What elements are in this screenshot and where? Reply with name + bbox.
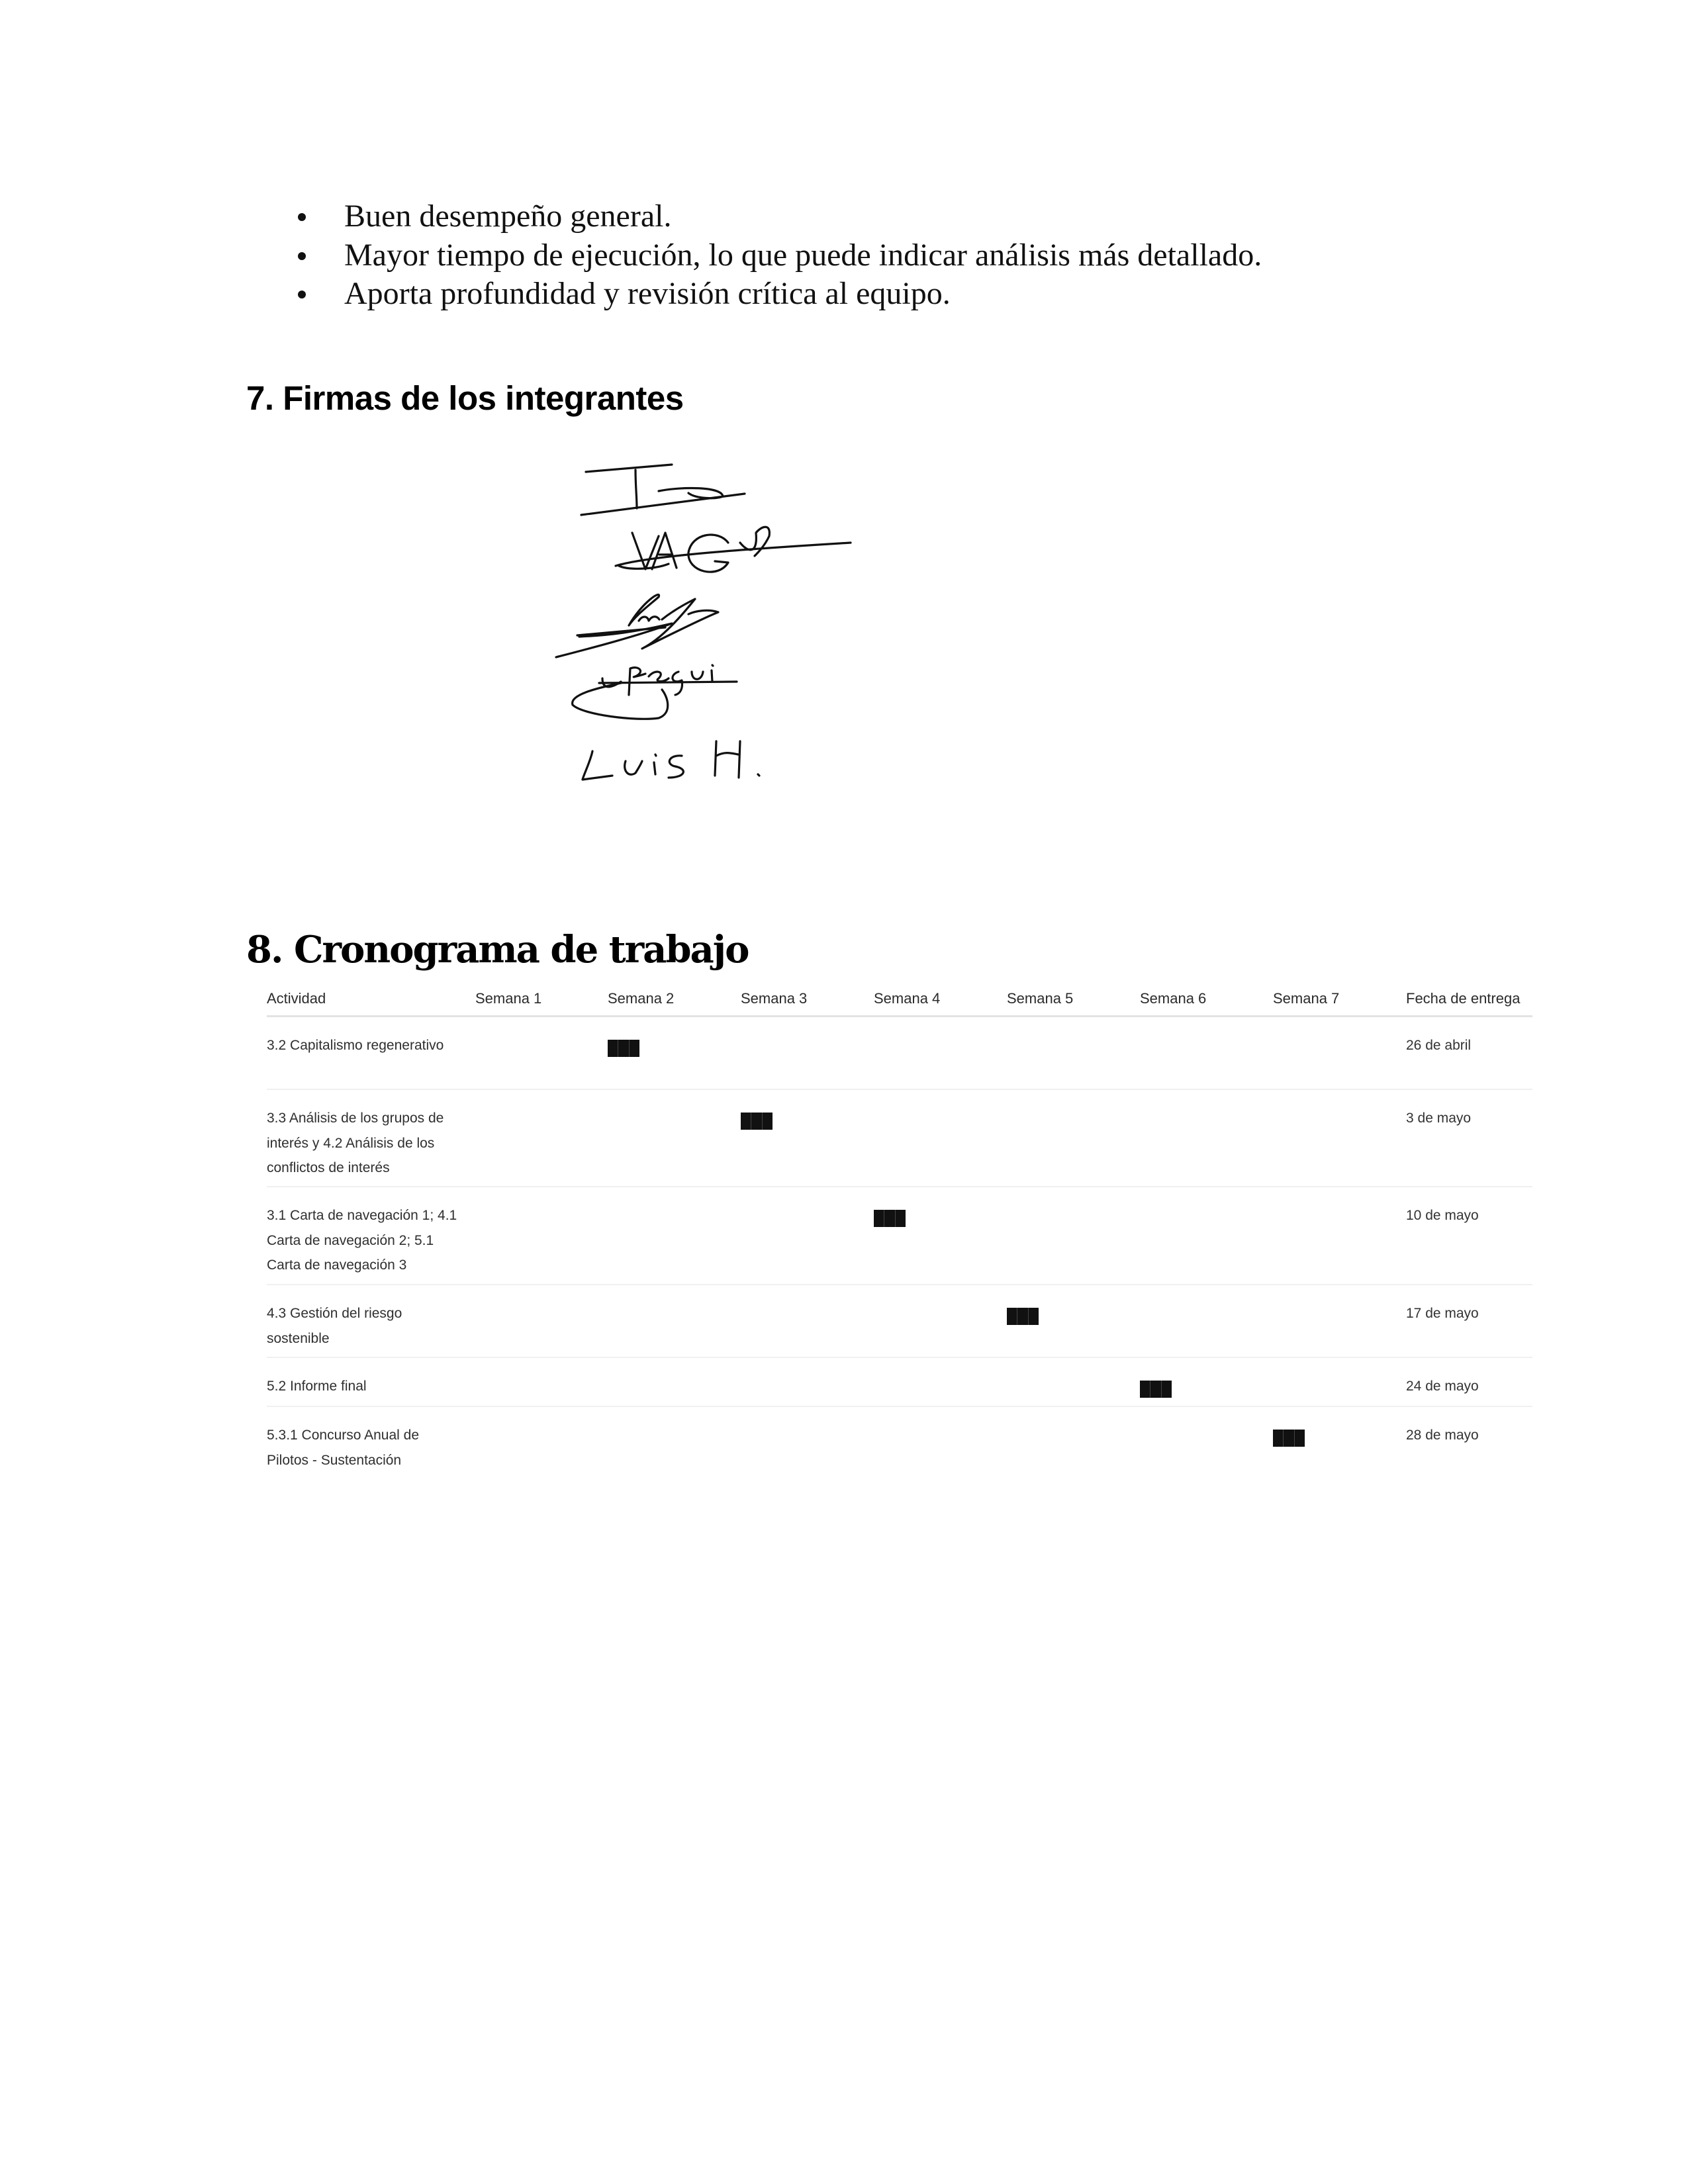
bullet-item: [291, 275, 1262, 314]
table-row: [267, 1358, 1532, 1407]
bullet-text: Aporta profundidad y revisión crítica al equipo.: [344, 276, 951, 311]
due-date-cell: 24 de mayo: [1406, 1379, 1479, 1394]
bullet-item: [291, 236, 1262, 275]
header-week-7: Semana 7: [1273, 990, 1340, 1007]
week-marker: [874, 1210, 906, 1227]
evaluation-bullet-list: [291, 197, 1262, 314]
header-week-3: Semana 3: [741, 990, 808, 1007]
activity-cell: 5.3.1 Concurso Anual de Pilotos - Sustentación: [267, 1428, 419, 1468]
signature-5: [583, 741, 759, 780]
header-activity: Actividad: [267, 990, 326, 1007]
header-week-5: Semana 5: [1007, 990, 1074, 1007]
week-marker: [741, 1113, 773, 1130]
bullet-dot-icon: [298, 291, 306, 298]
header-due-date: Fecha de entrega: [1406, 990, 1521, 1007]
table-row: [267, 1017, 1532, 1090]
activity-cell: 3.1 Carta de navegación 1; 4.1 Carta de navegación 2; 5.1 Carta de navegación 3: [267, 1208, 457, 1273]
bullet-item: [291, 197, 1262, 236]
section-heading-signatures: 7. Firmas de los integrantes: [246, 379, 684, 417]
section-heading-schedule: 8. Cronograma de trabajo: [246, 928, 749, 972]
table-header-row: [267, 986, 1532, 1017]
signature-1: [581, 465, 745, 515]
signature-2: [616, 527, 851, 572]
bullet-dot-icon: [298, 213, 306, 221]
signatures-block: [530, 450, 861, 847]
week-marker: [1007, 1308, 1039, 1325]
due-date-cell: 26 de abril: [1406, 1038, 1472, 1053]
week-marker: [1140, 1381, 1172, 1398]
header-week-4: Semana 4: [874, 990, 941, 1007]
table-row: [267, 1187, 1532, 1285]
activity-cell: 3.3 Análisis de los grupos de interés y 4.2 Análisis de los conflictos de interés: [267, 1111, 444, 1175]
due-date-cell: 28 de mayo: [1406, 1428, 1479, 1443]
activity-cell: 4.3 Gestión del riesgo sostenible: [267, 1306, 402, 1346]
header-week-2: Semana 2: [608, 990, 675, 1007]
signature-4: [573, 665, 737, 719]
bullet-text: Buen desempeño general.: [344, 199, 672, 234]
header-week-1: Semana 1: [475, 990, 542, 1007]
bullet-dot-icon: [298, 252, 306, 260]
table-row: [267, 1407, 1532, 1479]
due-date-cell: 10 de mayo: [1406, 1208, 1479, 1223]
table-row: [267, 1090, 1532, 1187]
activity-cell: 3.2 Capitalismo regenerativo: [267, 1038, 444, 1053]
activity-cell: 5.2 Informe final: [267, 1379, 367, 1394]
table-row: [267, 1285, 1532, 1358]
due-date-cell: 17 de mayo: [1406, 1306, 1479, 1321]
schedule-table: [267, 986, 1532, 1479]
week-marker: [1273, 1430, 1305, 1447]
header-week-6: Semana 6: [1140, 990, 1207, 1007]
bullet-text: Mayor tiempo de ejecución, lo que puede indicar análisis más detallado.: [344, 237, 1262, 273]
due-date-cell: 3 de mayo: [1406, 1111, 1472, 1126]
week-marker: [608, 1040, 639, 1057]
signature-3: [556, 595, 718, 657]
